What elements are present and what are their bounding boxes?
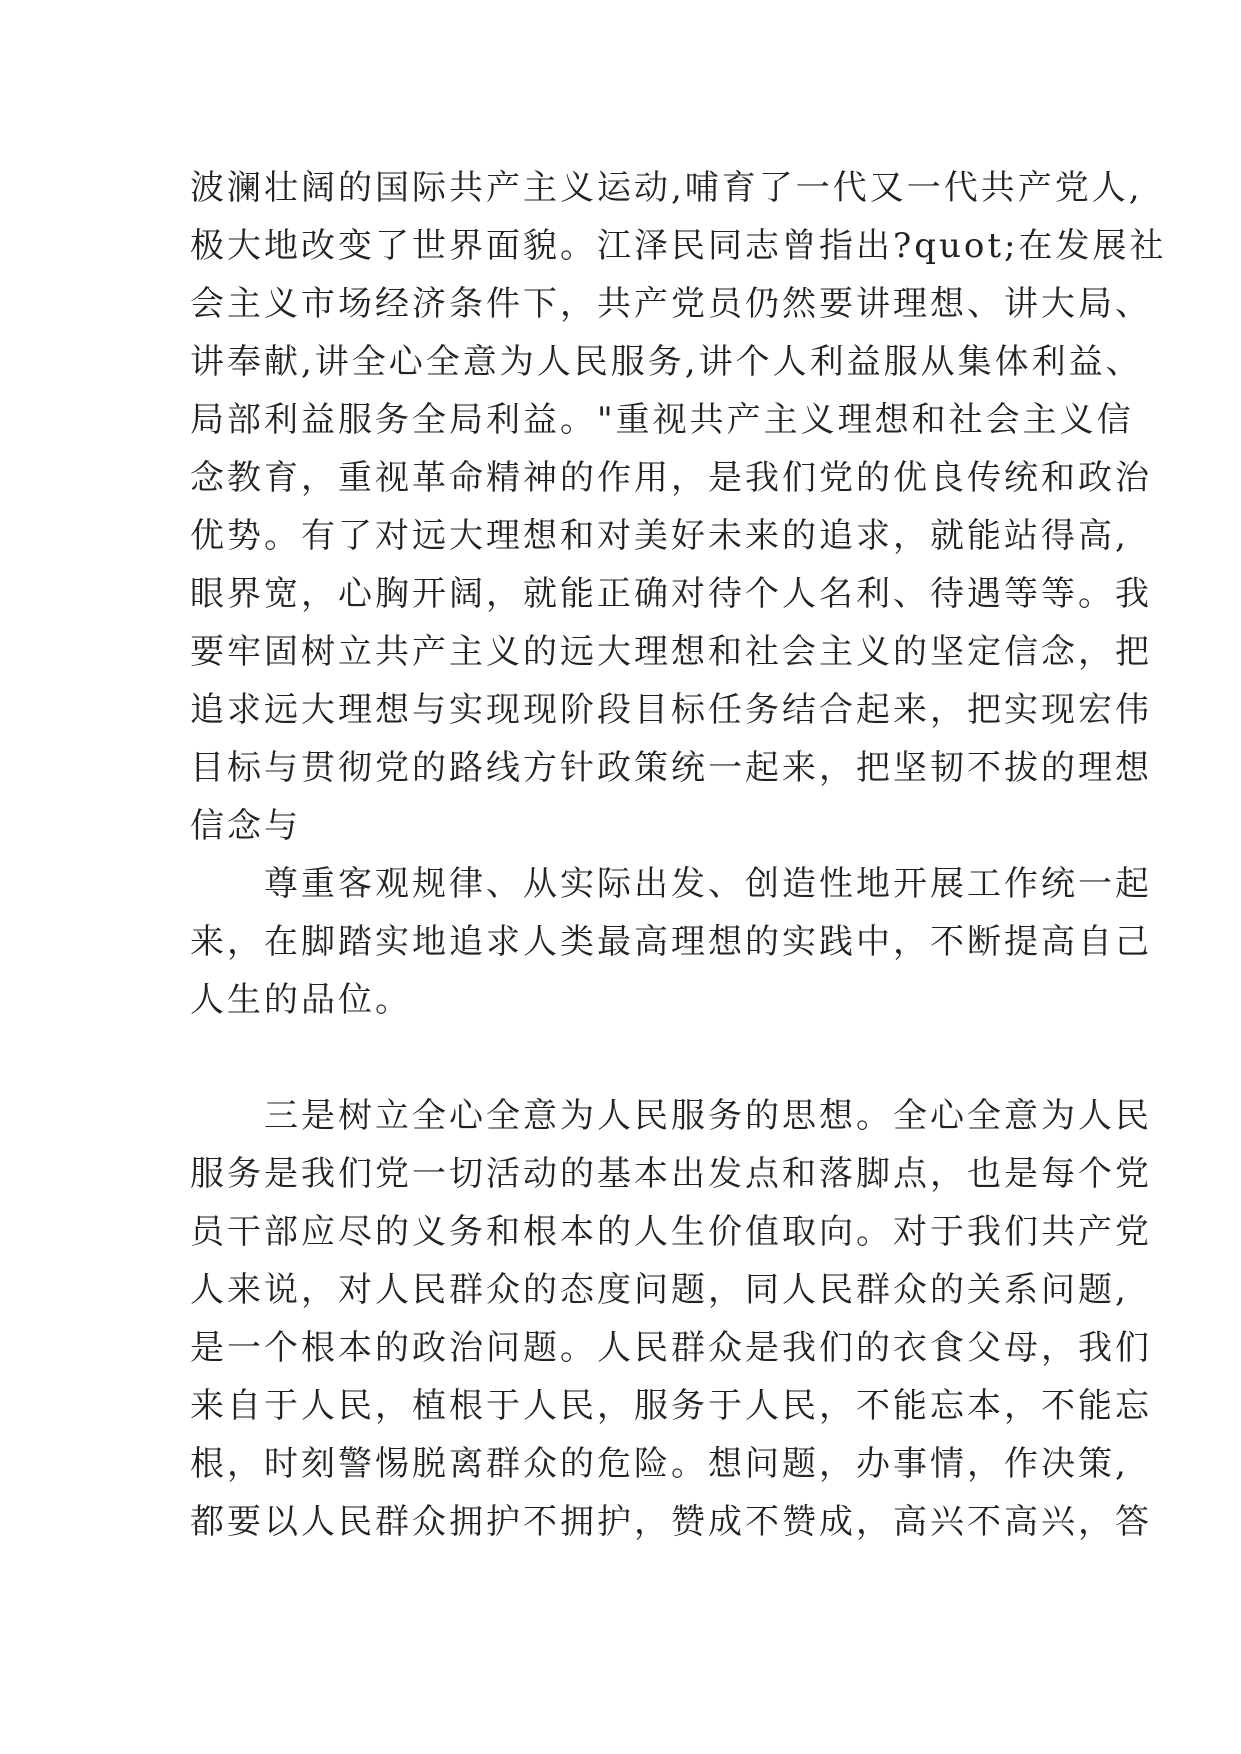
- text-line: 要牢固树立共产主义的远大理想和社会主义的坚定信念，把: [190, 632, 1152, 672]
- text-line: 来，在脚踏实地追求人类最高理想的实践中，不断提高自己: [190, 922, 1152, 962]
- text-line: 都要以人民群众拥护不拥护，赞成不赞成，高兴不高兴，答: [190, 1502, 1152, 1542]
- text-line: 优势。有了对远大理想和对美好未来的追求，就能站得高,: [190, 516, 1129, 556]
- text-line: 目标与贯彻党的路线方针政策统一起来，把坚韧不拔的理想: [190, 748, 1152, 788]
- text-line: 追求远大理想与实现现阶段目标任务结合起来，把实现宏伟: [190, 690, 1152, 730]
- text-line: 念教育，重视革命精神的作用，是我们党的优良传统和政治: [190, 458, 1152, 498]
- text-line: 人来说，对人民群众的态度问题，同人民群众的关系问题,: [190, 1270, 1129, 1310]
- text-line: 来自于人民，植根于人民，服务于人民，不能忘本，不能忘: [190, 1386, 1152, 1426]
- text-line: 波澜壮阔的国际共产主义运动,哺育了一代又一代共产党人,: [190, 168, 1143, 208]
- text-line: 极大地改变了世界面貌。江泽民同志曾指出?quot;在发展社: [190, 226, 1167, 266]
- text-line: 会主义市场经济条件下，共产党员仍然要讲理想、讲大局、: [190, 284, 1152, 324]
- text-line: 眼界宽，心胸开阔，就能正确对待个人名利、待遇等等。我: [190, 574, 1152, 614]
- text-line: 服务是我们党一切活动的基本出发点和落脚点，也是每个党: [190, 1154, 1152, 1194]
- text-line: 是一个根本的政治问题。人民群众是我们的衣食父母，我们: [190, 1328, 1152, 1368]
- paragraph-start-line: 三是树立全心全意为人民服务的思想。全心全意为人民: [190, 1096, 1152, 1136]
- text-line: 根，时刻警惕脱离群众的危险。想问题，办事情，作决策,: [190, 1444, 1129, 1484]
- text-line: 讲奉献,讲全心全意为人民服务,讲个人利益服从集体利益、: [190, 342, 1143, 382]
- text-line: 员干部应尽的义务和根本的人生价值取向。对于我们共产党: [190, 1212, 1152, 1252]
- text-line: 局部利益服务全局利益。"重视共产主义理想和社会主义信: [190, 400, 1134, 440]
- paragraph-start-line: 尊重客观规律、从实际出发、创造性地开展工作统一起: [190, 864, 1152, 904]
- text-line: 人生的品位。: [190, 980, 412, 1020]
- text-line: 信念与: [190, 806, 301, 846]
